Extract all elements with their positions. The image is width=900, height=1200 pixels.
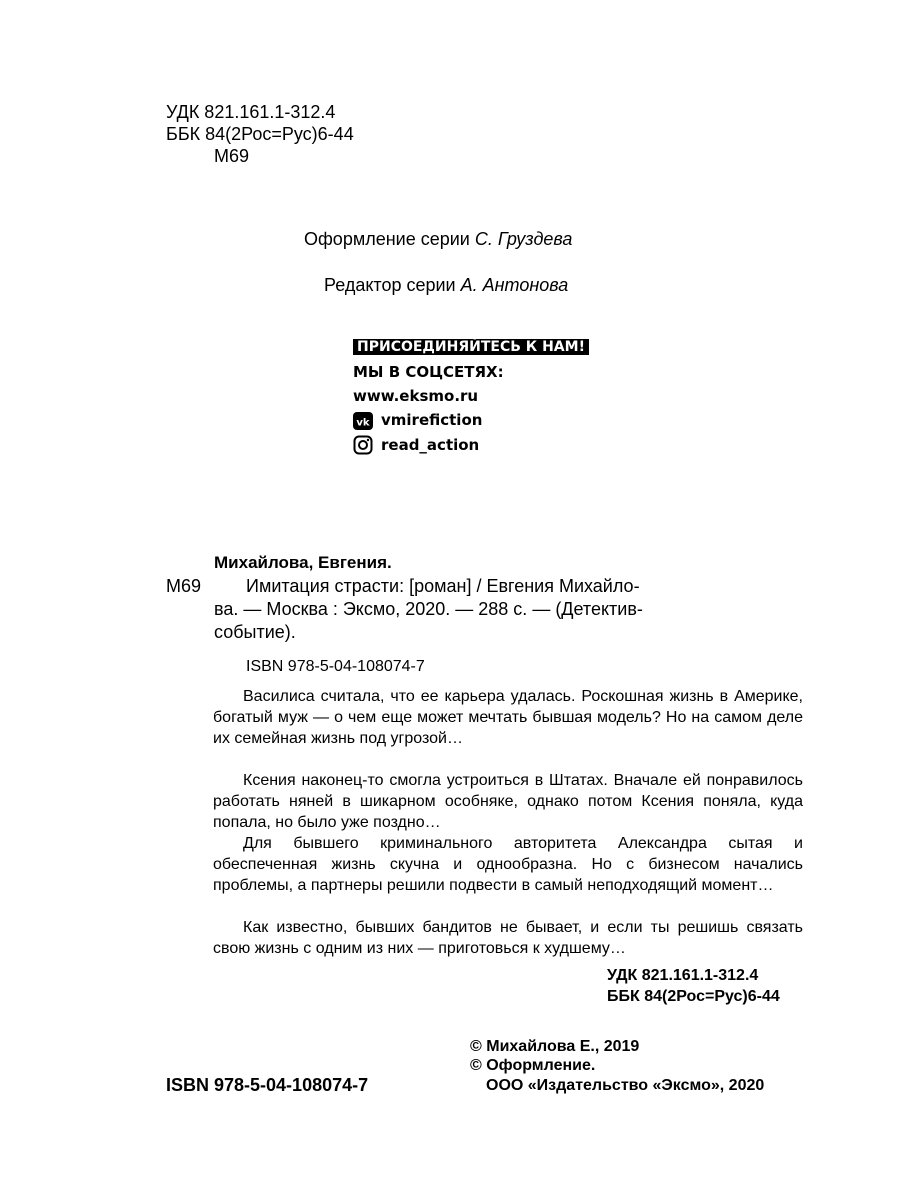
vk-link[interactable]	[353, 410, 589, 431]
copyright-author: © Михайлова Е., 2019	[470, 1038, 640, 1055]
bib-line-3: событие).	[214, 622, 296, 642]
instagram-icon	[353, 435, 373, 455]
instagram-link[interactable]	[353, 435, 589, 456]
footer-udk-code: УДК 821.161.1-312.4	[607, 967, 759, 984]
social-title: МЫ В СОЦСЕТЯХ:	[353, 363, 504, 381]
series-design-label: Оформление серии	[304, 229, 470, 249]
annotation-paragraph-2: Ксения наконец-то смогла устроиться в Штатах. Вначале ей понравилось работать няней в шикарном особняке, однако потом Ксения поняла, куда попала, но было уже поздно…	[213, 772, 803, 831]
series-design-credit	[304, 228, 572, 250]
social-block	[353, 338, 589, 455]
series-design-name: С. Груздева	[474, 229, 573, 249]
udk-code: УДК 821.161.1-312.4	[166, 102, 336, 122]
series-editor-credit	[324, 274, 568, 296]
series-editor-label: Редактор серии	[324, 275, 456, 295]
vk-handle: vmirefiction	[381, 411, 483, 429]
bbk-code: ББК 84(2Рос=Рус)6-44	[166, 124, 354, 144]
bib-code: М69	[166, 576, 202, 596]
copyright-publisher: ООО «Издательство «Эксмо», 2020	[486, 1077, 765, 1094]
instagram-handle: read_action	[381, 435, 480, 454]
svg-text:vk: vk	[356, 417, 370, 428]
author-sign-code: М69	[214, 146, 250, 166]
bib-author: Михайлова, Евгения.	[214, 553, 392, 572]
annotation-paragraph-4: Как известно, бывших бандитов не бывает, и если ты решишь связать свою жизнь с одним из них — приготовься к худшему…	[213, 919, 803, 957]
copyright-design: © Оформление.	[470, 1057, 596, 1074]
isbn-bottom: ISBN 978-5-04-108074-7	[166, 1075, 369, 1095]
series-editor-name: А. Антонова	[460, 275, 569, 295]
vk-icon	[353, 411, 373, 431]
annotation-paragraph-3: Для бывшего криминального авторитета Александра сытая и обеспеченная жизнь скучна и однообразна. Но с бизнесом начались проблемы, а партнеры решили подвести в самый неподходящий момент…	[213, 835, 803, 894]
bib-line-2: ва. — Москва : Эксмо, 2020. — 288 с. — (Детектив-	[214, 599, 643, 619]
join-us-banner: ПРИСОЕДИНЯЙТЕСЬ К НАМ!	[353, 339, 589, 355]
bib-isbn: ISBN 978-5-04-108074-7	[246, 658, 425, 675]
website-link[interactable]: www.eksmo.ru	[353, 387, 479, 405]
bib-line-1: Имитация страсти: [роман] / Евгения Михайло-	[246, 576, 640, 596]
footer-bbk-code: ББК 84(2Рос=Рус)6-44	[607, 988, 780, 1005]
annotation-paragraph-1: Василиса считала, что ее карьера удалась. Роскошная жизнь в Америке, богатый муж — о чем еще может мечтать бывшая модель? Но на самом деле их семейная жизнь под угрозой…	[213, 688, 803, 747]
